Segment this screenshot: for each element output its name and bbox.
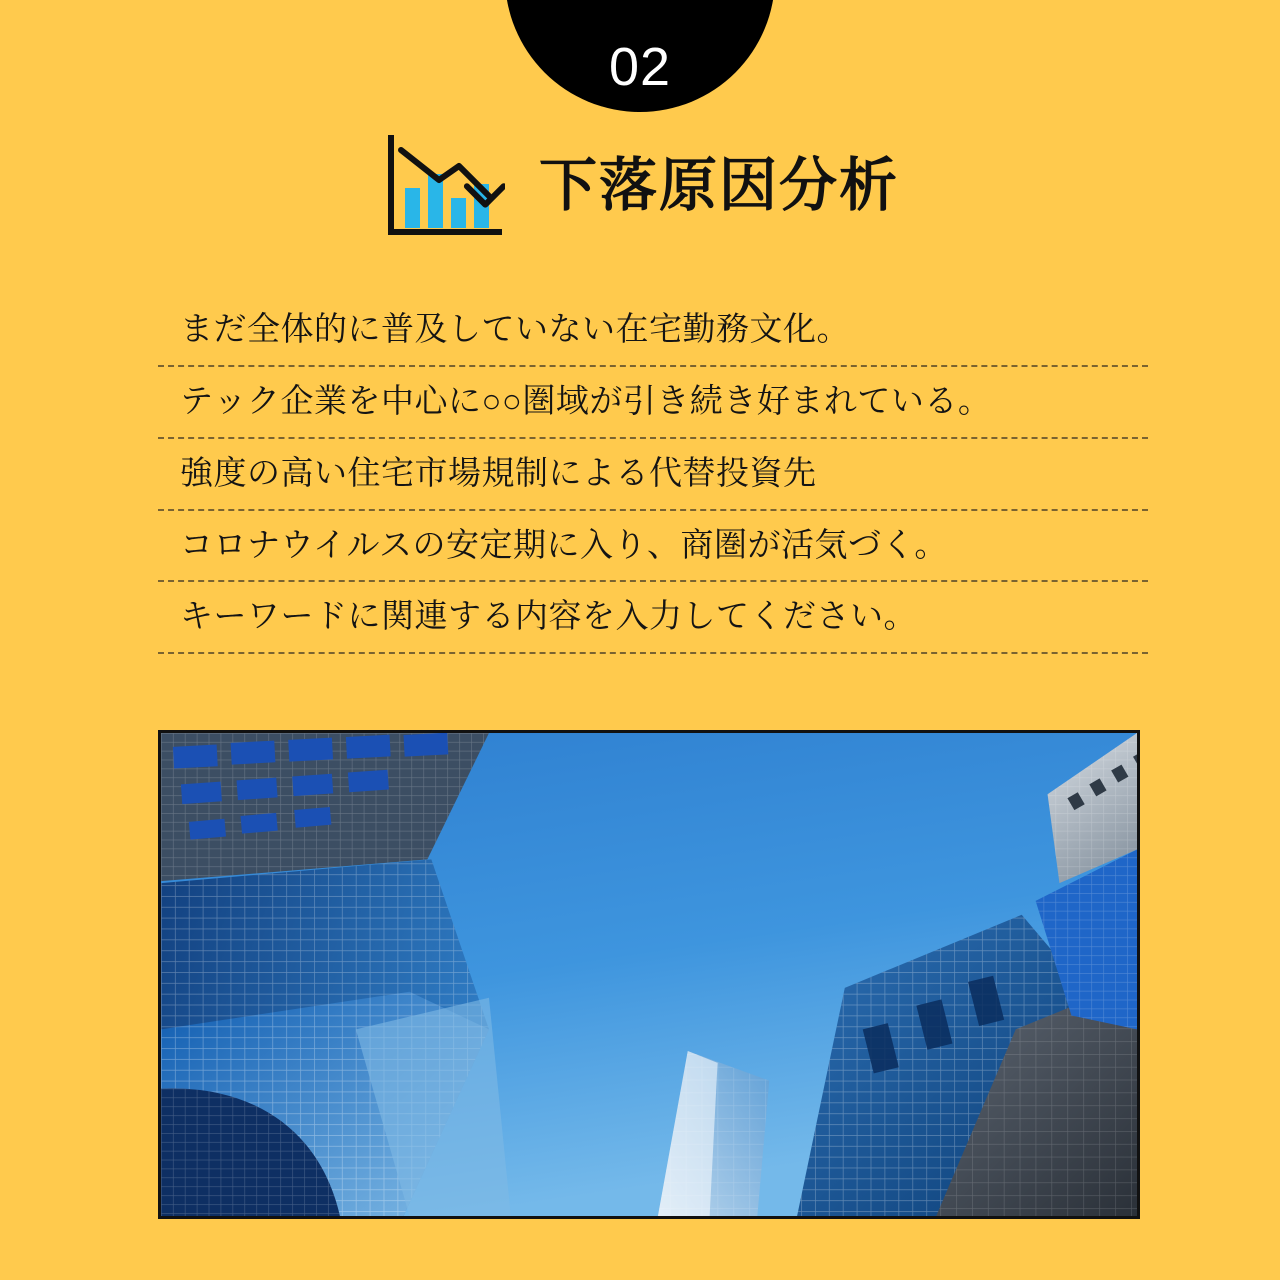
page-title: 下落原因分析: [538, 153, 899, 218]
list-item: [158, 582, 1148, 654]
skyline-photo: [158, 730, 1140, 1219]
list-item: [158, 295, 1148, 367]
section-header: [0, 132, 1280, 240]
list-item-label: 強度の高い住宅市場規制による代替投資先: [180, 453, 817, 491]
list-item-label: テック企業を中心に○○圏域が引き続き好まれている。: [180, 381, 992, 419]
list-item: [158, 511, 1148, 583]
list-item: [158, 367, 1148, 439]
section-number: 02: [608, 37, 672, 97]
list-item-label: キーワードに関連する内容を入力してください。: [180, 597, 917, 635]
list-item-label: コロナウイルスの安定期に入り、商圏が活気づく。: [180, 525, 948, 563]
list-item: [158, 439, 1148, 511]
list-item-label: まだ全体的に普及していない在宅勤務文化。: [180, 310, 850, 347]
reason-list: [158, 295, 1148, 654]
declining-bar-chart-icon: [381, 132, 505, 240]
section-number-badge: [505, 0, 775, 112]
